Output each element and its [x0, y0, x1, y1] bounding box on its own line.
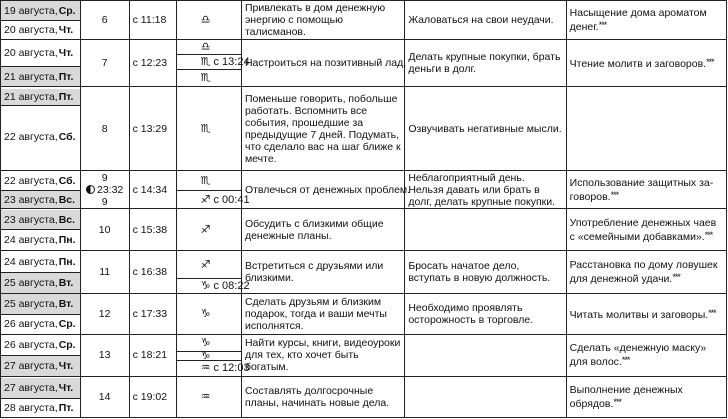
weekday-text: Чт. [58, 47, 74, 60]
lunar-day-cell [80, 209, 129, 251]
lunar-day-cell [80, 293, 129, 334]
sagittarius-icon: ♐ [200, 257, 211, 271]
money-ritual-cell [566, 170, 726, 209]
date-cell [1, 334, 81, 377]
moon-phase-icon [86, 185, 95, 194]
zodiac-cell [176, 209, 241, 251]
date-entry [1, 335, 80, 355]
date-text: 20 августа, [4, 47, 58, 60]
zodiac-entry [177, 360, 250, 375]
recommended-text: Поменьше говорить, побольше работать. Вспомнить все события, прошедшие за предыдущие 7 дней. Подумать, что сделало вас на шаг ближе к мечте. [244, 92, 401, 165]
sign-change-time: с 08:22 [213, 279, 250, 292]
stars-mark: *** [704, 229, 713, 240]
moonrise-time-cell [129, 1, 176, 40]
stars-mark: *** [598, 19, 607, 30]
moonrise-time-cell [129, 39, 176, 87]
money-ritual-text: Употребление денежных чаев с «семейными добавками». [569, 216, 717, 243]
aquarius-icon: ♒ [200, 390, 211, 404]
sagittarius-icon: ♐ [200, 222, 211, 236]
date-cell [1, 377, 81, 418]
zodiac-entry [177, 54, 250, 69]
date-entry [1, 294, 80, 314]
moonrise-time: с 15:38 [132, 223, 168, 236]
recommended-cell [241, 293, 404, 334]
aquarius-icon: ♒ [200, 361, 211, 375]
calendar-row [1, 170, 727, 209]
calendar-row [1, 87, 727, 170]
sign-change-time: с 12:03 [213, 362, 250, 375]
stars-mark: *** [708, 307, 716, 318]
recommended-cell [241, 39, 407, 87]
scorpio-icon: ♏ [200, 70, 211, 84]
calendar-row [1, 209, 727, 251]
date-text: 20 августа, [4, 23, 58, 36]
money-ritual-wrap [570, 217, 723, 243]
libra-icon: ♎ [200, 12, 211, 26]
weekday-text: Пт. [58, 401, 74, 414]
zodiac-entry [177, 349, 241, 363]
moonrise-time: с 16:38 [132, 266, 168, 278]
date-entry [1, 229, 80, 249]
date-entry [1, 252, 80, 272]
zodiac-cell [176, 377, 241, 418]
zodiac-entry [177, 210, 241, 250]
not-recommended-text: Необходимо проявлять осторожность в торговле. [408, 301, 534, 326]
moonrise-time-cell [129, 209, 176, 251]
zodiac-cell [176, 39, 250, 87]
moonrise-time-cell [129, 334, 176, 377]
lunar-day-value: 6 [101, 13, 108, 26]
money-ritual-cell [566, 377, 726, 418]
weekday-text: Сб. [58, 131, 76, 144]
recommended-cell [241, 170, 411, 209]
capricorn-icon: ♑ [200, 306, 211, 320]
not-recommended-text: Делать крупные покупки, брать деньги в долг. [408, 51, 561, 76]
weekday-text: Вт. [58, 276, 74, 289]
moonrise-time-cell [129, 377, 176, 418]
date-text: 26 августа, [4, 338, 58, 351]
weekday-text: Ср. [58, 4, 76, 17]
lunar-day-cell [80, 377, 129, 418]
recommended-text: Найти курсы, книги, видеоуроки для тех, кто хочет быть богатым. [244, 337, 401, 374]
date-text: 21 августа, [4, 90, 58, 103]
lunar-day-value: 23:32 [97, 183, 124, 196]
calendar-row [1, 251, 727, 294]
weekday-text: Чт. [58, 23, 74, 36]
money-ritual-wrap [570, 177, 723, 203]
money-ritual-wrap [570, 56, 723, 70]
sagittarius-icon: ♐ [200, 192, 211, 206]
money-ritual-text: Насыщение дома ароматом денег. [569, 6, 707, 33]
scorpio-icon: ♏ [200, 173, 211, 187]
capricorn-icon: ♑ [200, 349, 211, 363]
date-text: 22 августа, [4, 174, 58, 187]
money-ritual-text: Сделать «денежную маску» для волос. [569, 342, 707, 369]
date-text: 27 августа, [4, 359, 58, 372]
weekday-text: Пт. [58, 70, 74, 83]
sign-change-time: с 00:41 [213, 193, 250, 206]
money-ritual-wrap [570, 259, 723, 285]
recommended-cell [241, 251, 404, 294]
date-entry [1, 190, 80, 208]
date-cell [1, 293, 81, 334]
calendar-row [1, 334, 727, 377]
lunar-day-part [102, 196, 108, 208]
date-cell [1, 39, 81, 87]
recommended-text: Обсудить с близкими общие денежные планы. [244, 217, 384, 242]
date-entry [1, 272, 80, 293]
lunar-day-cell [80, 1, 129, 40]
moonrise-time-cell [129, 87, 176, 170]
date-text: 23 августа, [4, 193, 58, 206]
lunar-day-value: 14 [98, 391, 111, 404]
moonrise-time-cell [129, 251, 176, 294]
moonrise-time-cell [129, 170, 176, 209]
not-recommended-cell [405, 87, 566, 170]
recommended-cell [241, 1, 404, 40]
not-recommended-cell [405, 170, 566, 209]
money-ritual-cell [566, 293, 726, 334]
recommended-text: Составлять долгосрочные планы, начинать новые дела. [244, 385, 390, 410]
zodiac-entry [177, 190, 250, 208]
zodiac-entry [177, 41, 241, 54]
money-ritual-cell [566, 39, 726, 87]
weekday-text: Пн. [58, 233, 76, 246]
stars-mark: *** [613, 397, 621, 408]
zodiac-entry [177, 278, 250, 293]
lunar-day-value: 11 [99, 266, 111, 278]
date-text: 19 августа, [4, 4, 58, 17]
date-entry [1, 210, 80, 229]
date-entry [1, 171, 80, 190]
lunar-day-value: 9 [101, 171, 108, 184]
recommended-cell [241, 377, 404, 418]
date-text: 24 августа, [4, 255, 58, 268]
not-recommended-cell [405, 39, 566, 87]
money-ritual-cell [566, 1, 726, 40]
date-text: 21 августа, [4, 70, 58, 83]
zodiac-cell [176, 293, 241, 334]
calendar-row [1, 377, 727, 418]
not-recommended-cell [405, 377, 566, 418]
not-recommended-text: Бросать начатое дело, вступать в новую должность. [408, 260, 551, 284]
lunar-day-cell [80, 39, 129, 87]
moonrise-time-cell [129, 293, 176, 334]
recommended-cell [241, 87, 404, 170]
zodiac-cell [176, 334, 250, 377]
moonrise-time: с 19:02 [132, 391, 168, 404]
money-ritual-wrap [570, 384, 723, 410]
date-entry [1, 378, 80, 398]
recommended-text: Отвлечься от денежных проблем. [244, 183, 411, 196]
date-text: 24 августа, [4, 233, 58, 246]
money-ritual-text: Выполнение денежных обрядов. [569, 384, 683, 411]
date-text: 23 августа, [4, 213, 58, 226]
not-recommended-text: Озвучивать негативные мысли. [408, 122, 562, 135]
date-cell [1, 251, 81, 294]
not-recommended-cell [405, 293, 566, 334]
sign-change-time: с 13:24 [213, 55, 250, 68]
date-cell [1, 209, 81, 251]
weekday-text: Вс. [58, 193, 76, 206]
weekday-text: Пт. [58, 90, 74, 103]
date-text: 25 августа, [4, 298, 58, 311]
stars-mark: *** [621, 355, 630, 366]
calendar-row [1, 1, 727, 40]
money-ritual-cell [566, 251, 726, 294]
lunar-day-value: 13 [98, 349, 111, 362]
date-cell [1, 170, 81, 209]
zodiac-entry [177, 171, 241, 190]
date-text: 26 августа, [4, 318, 58, 331]
money-ritual-cell [566, 209, 726, 251]
lunar-day-part [102, 172, 108, 184]
weekday-text: Чт. [58, 381, 74, 394]
capricorn-icon: ♑ [200, 336, 211, 350]
date-text: 22 августа, [4, 131, 58, 144]
stars-mark: *** [610, 189, 619, 200]
lunar-day-cell [80, 334, 129, 377]
date-text: 28 августа, [4, 401, 58, 414]
weekday-text: Пн. [58, 255, 76, 268]
calendar-row [1, 39, 727, 87]
date-entry [1, 1, 80, 20]
lunar-day-cell [80, 170, 129, 209]
date-text: 27 августа, [4, 381, 58, 394]
zodiac-entry [177, 294, 241, 333]
stars-mark: *** [706, 57, 714, 68]
recommended-cell [241, 209, 404, 251]
money-ritual-cell [566, 334, 726, 377]
zodiac-entry [177, 252, 241, 278]
zodiac-entry [177, 378, 241, 417]
zodiac-entry [177, 1, 241, 38]
weekday-text: Вт. [58, 298, 74, 311]
moonrise-time: с 18:21 [132, 349, 168, 362]
weekday-text: Ср. [58, 338, 76, 351]
date-entry [1, 20, 80, 38]
recommended-text: Сделать друзьям и близким подарок, тогда и ваши мечты исполнятся. [244, 295, 387, 332]
zodiac-entry [177, 88, 241, 169]
stars-mark: *** [672, 272, 680, 282]
zodiac-cell [176, 170, 250, 209]
money-ritual-text: Читать молитвы и заговоры. [569, 308, 709, 321]
lunar-day-value: 9 [101, 195, 108, 208]
zodiac-entry [177, 69, 241, 86]
libra-icon: ♎ [200, 40, 211, 54]
date-entry [1, 66, 80, 86]
date-text: 25 августа, [4, 276, 58, 289]
not-recommended-cell [405, 1, 566, 40]
zodiac-cell [176, 251, 250, 294]
money-ritual-wrap [570, 342, 723, 368]
weekday-text: Сб. [58, 174, 76, 187]
date-entry [1, 398, 80, 417]
date-entry [1, 40, 80, 66]
scorpio-icon: ♏ [200, 54, 211, 68]
not-recommended-cell [405, 209, 566, 251]
date-entry [1, 105, 80, 169]
lunar-day-value: 12 [98, 307, 111, 320]
money-ritual-wrap [570, 7, 723, 33]
money-ritual-cell [566, 87, 726, 170]
moonrise-time: с 17:33 [132, 307, 168, 320]
weekday-text: Ср. [58, 318, 76, 331]
recommended-text: Настроиться на позитивный лад. [244, 57, 407, 70]
moonrise-time: с 14:34 [132, 183, 168, 196]
lunar-day-cell [80, 87, 129, 170]
not-recommended-cell [405, 251, 566, 294]
money-ritual-wrap [570, 307, 723, 321]
lunar-day-value: 10 [98, 223, 111, 236]
date-entry [1, 89, 80, 105]
recommended-text: Привлекать в дом денежную энергию с помощью талисманов. [244, 1, 386, 38]
zodiac-cell [176, 1, 241, 40]
scorpio-icon: ♏ [200, 121, 211, 135]
date-cell [1, 1, 81, 40]
lunar-day-part [86, 184, 123, 196]
not-recommended-text: Неблагоприятный день. Нельзя давать или брать в долг, делать крупные покупки. [408, 171, 556, 208]
zodiac-cell [176, 87, 241, 170]
calendar-row [1, 293, 727, 334]
date-cell [1, 87, 81, 170]
date-entry [1, 355, 80, 376]
weekday-text: Чт. [58, 359, 74, 372]
money-ritual-text: Использование защитных заговоров. [569, 176, 714, 203]
money-ritual-text: Чтение молитв и заговоров. [569, 58, 707, 71]
not-recommended-cell [405, 334, 566, 377]
recommended-cell [241, 334, 404, 377]
moonrise-time: с 11:18 [132, 13, 167, 26]
capricorn-icon: ♑ [200, 278, 211, 292]
not-recommended-text: Жаловаться на свои неудачи. [408, 13, 554, 26]
recommended-text: Встретиться с друзьями или близкими. [244, 260, 384, 284]
lunar-day-value: 8 [101, 122, 108, 135]
lunar-day-value: 7 [101, 57, 108, 70]
weekday-text: Вс. [58, 213, 76, 226]
lunar-day-cell [80, 251, 129, 294]
money-ritual-text: Расстановка по дому ловушек для денежной удачи. [569, 259, 718, 285]
moonrise-time: с 12:23 [132, 57, 168, 70]
date-entry [1, 314, 80, 333]
moonrise-time: с 13:29 [132, 122, 168, 135]
